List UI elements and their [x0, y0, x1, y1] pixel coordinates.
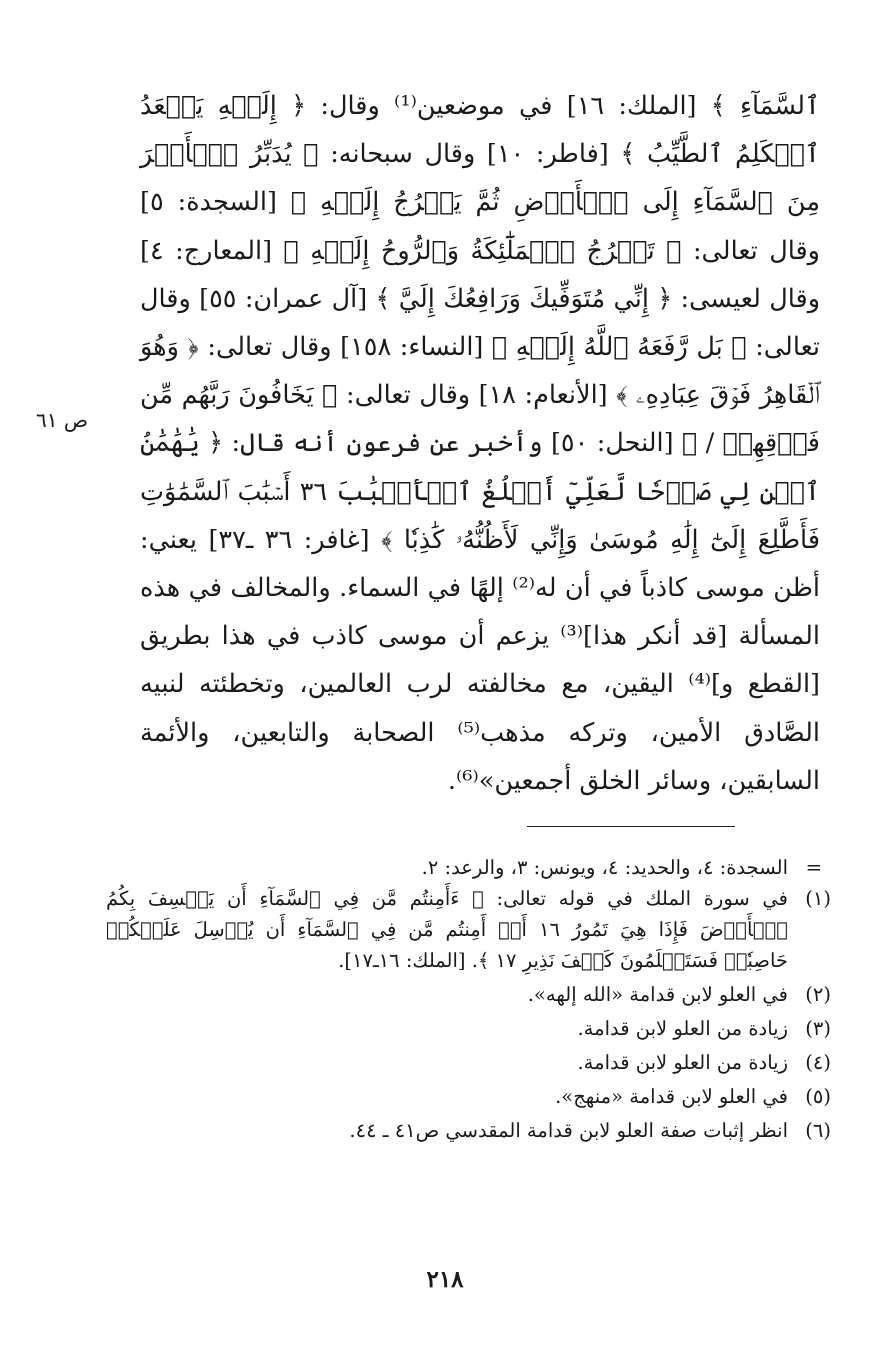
- continuation-marker: =: [805, 856, 822, 879]
- footnote-5: [106, 1081, 831, 1112]
- main-text: ٱلسَّمَآءِ ﴾ [الملك: ١٦] في موضعين⁽¹⁾ وقال: ﴿ إِلَيۡهِ يَصۡعَدُ ٱلۡكَلِمُ ٱلطَّيِّبُ ﴾ [فاطر: ١٠] وقال سبحانه: ﴿ يُدَبِّرُ ٱلۡأَمۡرَ مِنَ ٱلسَّمَآءِ إِلَى ٱلۡأَرۡضِ ثُمَّ يَعۡرُجُ إِلَيۡهِ ﴾ [السجدة: ٥] وقال تعالى: ﴿ تَعۡرُجُ ٱلۡمَلَٰٓئِكَةُ وَٱلرُّوحُ إِلَيۡهِ ﴾ [المعارج: ٤] وقال لعيسى: ﴿ إِنِّي مُتَوَفِّيكَ وَرَافِعُكَ إِلَيَّ ﴾ [آل عمران: ٥٥] وقال تعالى: ﴿ بَل رَّفَعَهُ ٱللَّهُ إِلَيۡهِ ﴾ [النساء: ١٥٨] وقال تعالى: ﴿ وَهُوَ ٱلۡقَاهِرُ فَوۡقَ عِبَادِهِۦ ﴾ [الأنعام: ١٨] وقال تعالى: ﴿ يَخَافُونَ رَبَّهُم مِّن فَوۡقِهِمۡ / ﴾ [النحل: ٥٠] وأخبر عن فرعون أنه قال: ﴿ يَٰهَٰمَٰنُ ٱبۡنِ لِي صَرۡحٗا لَّعَلِّيٓ أَبۡلُغُ ٱلۡأَسۡبَٰبَ ٣٦ أَسۡبَٰبَ ٱلسَّمَٰوَٰتِ فَأَطَّلِعَ إِلَىٰٓ إِلَٰهِ مُوسَىٰ وَإِنِّي لَأَظُنُّهُۥ كَٰذِبٗا ﴾ [غافر: ٣٦ ـ٣٧] يعني: أظن موسى كاذباً في أن له⁽²⁾ إلهًا في السماء. والمخالف في هذه المسألة [قد أنكر هذا]⁽³⁾ يزعم أن موسى كاذب في هذا بطريق [القطع و]⁽⁴⁾ اليقين، مع مخالفته لرب العالمين، وتخطئته لنبيه الصَّادق الأمين، وتركه مذهب⁽⁵⁾ الصحابة والتابعين، والأئمة السابقين، وسائر الخلق أجمعين»⁽⁶⁾.: [140, 91, 821, 796]
- footnote-number: (٤): [805, 1051, 831, 1074]
- footnote-number: (٢): [805, 983, 831, 1006]
- footnote-text: في العلو لابن قدامة «الله إلهه».: [527, 983, 788, 1006]
- footnote-number: (٥): [805, 1085, 831, 1108]
- footnote-continuation: [106, 852, 822, 883]
- page-number: ٢١٨: [426, 1266, 464, 1293]
- footnote-6: [106, 1115, 831, 1146]
- footnote-text: انظر إثبات صفة العلو لابن قدامة المقدسي ص٤١ ـ ٤٤.: [349, 1119, 788, 1142]
- footnote-2: [106, 979, 831, 1010]
- footnote-text: زيادة من العلو لابن قدامة.: [577, 1051, 788, 1074]
- margin-page-reference: ص ٦١: [36, 408, 89, 432]
- footnote-text: زيادة من العلو لابن قدامة.: [577, 1017, 788, 1040]
- footnote-1: [106, 883, 831, 976]
- footnote-number: (١): [805, 887, 831, 910]
- footnote-text: في سورة الملك في قوله تعالى: ﴿ ءَأَمِنتُم مَّن فِي ٱلسَّمَآءِ أَن يَخۡسِفَ بِكُمُ ٱلۡأَرۡضَ فَإِذَا هِيَ تَمُورُ ١٦ أَمۡ أَمِنتُم مَّن فِي ٱلسَّمَآءِ أَن يُرۡسِلَ عَلَيۡكُمۡ حَاصِبٗاۖ فَسَتَعۡلَمُونَ كَيۡفَ نَذِيرِ ١٧ ﴾. [الملك: ١٦ـ١٧].: [106, 887, 788, 972]
- footnote-number: (٣): [805, 1017, 831, 1040]
- footnotes: [106, 852, 831, 1149]
- continuation-text: السجدة: ٤، والحديد: ٤، ويونس: ٣، والرعد: ٢.: [421, 856, 788, 879]
- footnote-4: [106, 1047, 831, 1078]
- footnote-number: (٦): [805, 1119, 831, 1142]
- footnote-separator: [527, 826, 735, 827]
- footnote-3: [106, 1013, 831, 1044]
- footnote-text: في العلو لابن قدامة «منهج».: [555, 1085, 788, 1108]
